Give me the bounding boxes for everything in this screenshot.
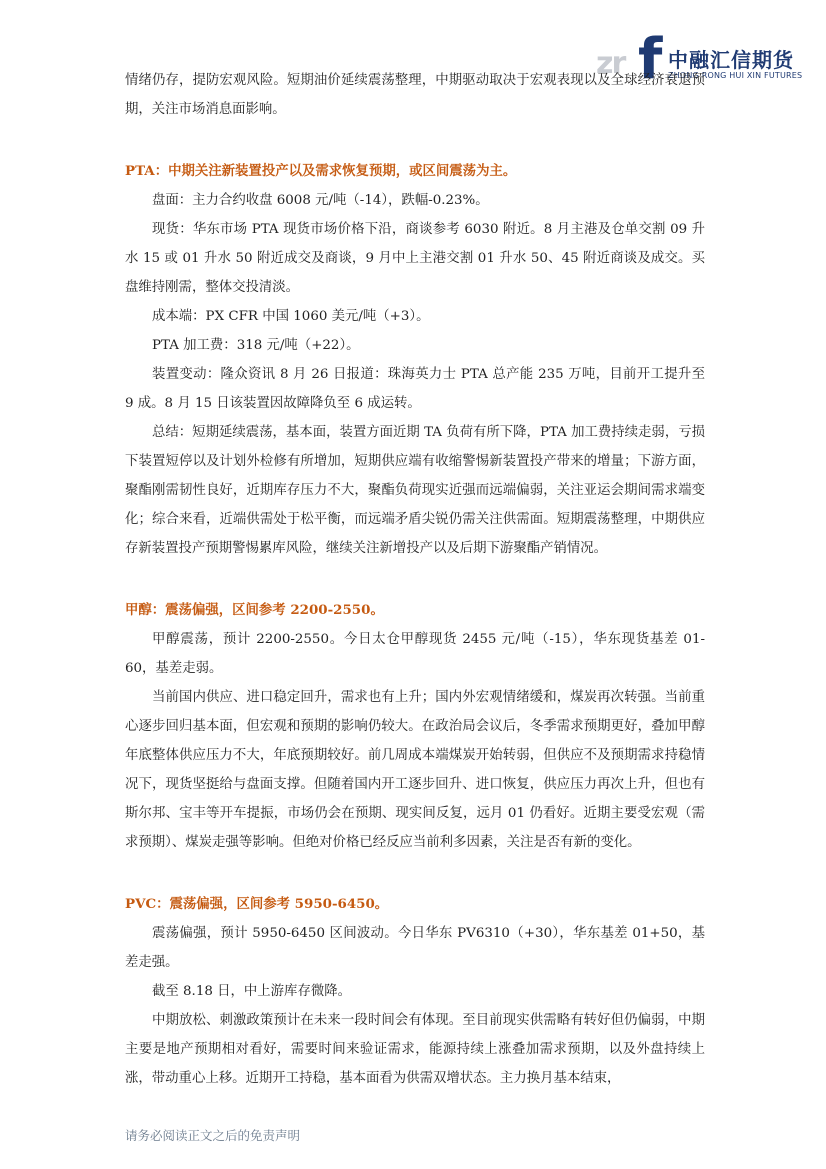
report-body xyxy=(125,66,705,1093)
pvc-inventory-paragraph: 截至 8.18 日，中上游库存微降。 xyxy=(152,984,352,999)
pta-cost-paragraph: 成本端：PX CFR 中国 1060 美元/吨（+3）。 xyxy=(152,309,430,324)
methanol-analysis-paragraph: 当前国内供应、进口稳定回升，需求也有上升；国内外宏观情绪缓和，煤炭再次转强。当前重心逐步回归基本面，但宏观和预期的影响仍较大。在政治局会议后，冬季需求预期更好，叠加甲醇年底整体供应压力不大，年底预期较好。前几周成本端煤炭开始转弱，但供应不及预期需求持稳情况下，现货坚挺给与盘面支撑。但随着国内开工逐步回升、进口恢复，供应压力再次上升，但也有斯尔邦、宝丰等开车提振，市场仍会在预期、现实间反复，远月 01 仍看好。近期主要受宏观（需求预期）、煤炭走强等影响。但绝对价格已经反应当前利多因素，关注是否有新的变化。 xyxy=(125,690,705,850)
methanol-forecast-paragraph: 甲醇震荡，预计 2200-2550。今日太仓甲醇现货 2455 元/吨（-15），华东现货基差 01-60，基差走弱。 xyxy=(125,632,705,676)
logo-mark: zr xyxy=(596,46,625,81)
pta-market-paragraph: 盘面：主力合约收盘 6008 元/吨（-14），跌幅-0.23%。 xyxy=(152,193,489,208)
pta-section xyxy=(125,157,705,563)
pvc-forecast-paragraph: 震荡偏强，预计 5950-6450 区间波动。今日华东 PV6310（+30），华东基差 01+50，基差走强。 xyxy=(125,926,705,970)
methanol-section xyxy=(125,596,705,857)
disclaimer-footer: 请务必阅读正文之后的免责声明 xyxy=(125,1128,301,1143)
logo-name-cn: 中融汇信期货 xyxy=(668,48,794,72)
logo-letter: f xyxy=(638,27,663,92)
pta-processing-fee-paragraph: PTA 加工费：318 元/吨（+22）。 xyxy=(152,338,360,353)
pta-device-paragraph: 装置变动：隆众资讯 8 月 26 日报道：珠海英力士 PTA 总产能 235 万吨，目前开工提升至 9 成。8 月 15 日该装置因故障降负至 6 成运转。 xyxy=(125,367,705,411)
logo-name-en: ZHONG RONG HUI XIN FUTURES xyxy=(668,71,803,80)
pvc-analysis-paragraph: 中期放松、刺激政策预计在未来一段时间会有体现。至目前现实供需略有转好但仍偏弱，中期主要是地产预期相对看好，需要时间来验证需求，能源持续上涨叠加需求预期，以及外盘持续上涨，带动重心上移。近期开工持稳，基本面看为供需双增状态。主力换月基本结束， xyxy=(125,1013,705,1086)
methanol-heading: 甲醇：震荡偏强，区间参考 2200-2550。 xyxy=(125,602,384,618)
pta-heading: PTA：中期关注新装置投产以及需求恢复预期，或区间震荡为主。 xyxy=(125,163,517,179)
intro-paragraph: 情绪仍存，提防宏观风险。短期油价延续震荡整理，中期驱动取决于宏观表现以及全球经济衰退预期，关注市场消息面影响。 xyxy=(125,73,705,117)
pvc-section xyxy=(125,890,705,1093)
pvc-heading: PVC：震荡偏强，区间参考 5950-6450。 xyxy=(125,896,389,912)
pta-summary-paragraph: 总结：短期延续震荡，基本面，装置方面近期 TA 负荷有所下降，PTA 加工费持续走弱，亏损下装置短停以及计划外检修有所增加，短期供应端有收缩警惕新装置投产带来的增量；下游方面，聚酯刚需韧性良好，近期库存压力不大，聚酯负荷现实近强而远端偏弱，关注亚运会期间需求端变化；综合来看，近端供需处于松平衡，而远端矛盾尖锐仍需关注供需面。短期震荡整理，中期供应存新装置投产预期警惕累库风险，继续关注新增投产以及后期下游聚酯产销情况。 xyxy=(125,425,705,556)
pta-spot-paragraph: 现货：华东市场 PTA 现货市场价格下沿，商谈参考 6030 附近。8 月主港及仓单交割 09 升水 15 或 01 升水 50 附近成交及商谈，9 月中上主港交割 01 升水 50、45 附近商谈及成交。买盘维持刚需，整体交投清淡。 xyxy=(125,222,705,295)
